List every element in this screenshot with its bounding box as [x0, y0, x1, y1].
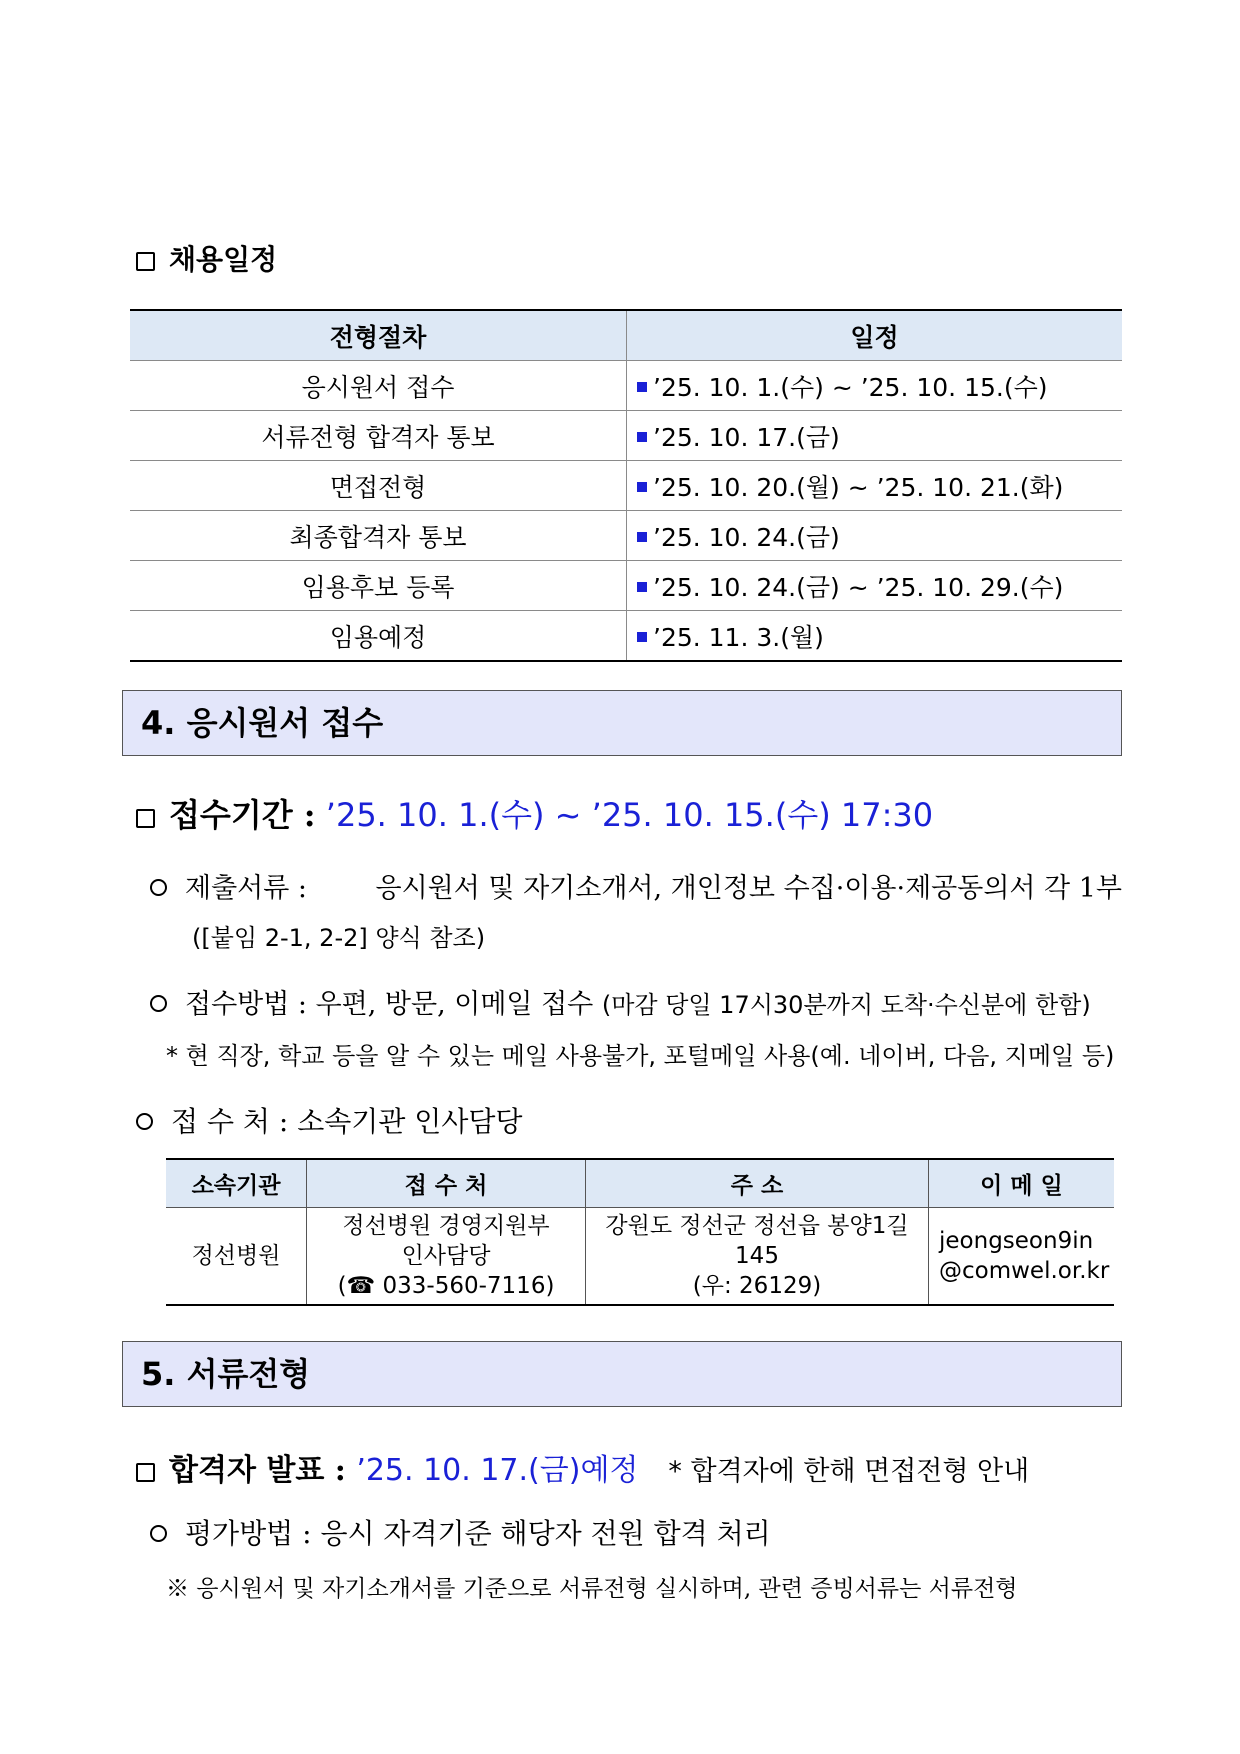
circle-bullet-icon	[150, 879, 167, 896]
square-bullet-icon	[637, 382, 647, 392]
section-5-title: 5. 서류전형	[122, 1341, 1122, 1407]
address-cell: 강원도 정선군 정선읍 봉양1길 145 (우: 26129)	[586, 1208, 929, 1306]
date-cell: ’25. 10. 20.(월) ~ ’25. 10. 21.(화)	[627, 461, 1123, 511]
square-bullet-icon	[637, 532, 647, 542]
checkbox-square-icon	[136, 809, 155, 828]
phone-icon: ☎	[346, 1273, 376, 1299]
step-cell: 면접전형	[130, 461, 627, 511]
column-header-date: 일정	[627, 310, 1123, 361]
screening-remark: ※ 응시원서 및 자기소개서를 기준으로 서류전형 실시하며, 관련 증빙서류는 서류전형	[166, 1576, 1018, 1602]
checkbox-square-icon	[136, 252, 155, 271]
submission-documents: 제출서류 : 응시원서 및 자기소개서, 개인정보 수집·이용·제공동의서 각 1부	[150, 866, 1122, 905]
table-row	[130, 561, 1122, 611]
step-cell: 최종합격자 통보	[130, 511, 627, 561]
square-bullet-icon	[637, 482, 647, 492]
email-cell: jeongseon9in @comwel.or.kr	[929, 1208, 1115, 1306]
office-cell: 정선병원 경영지원부 인사담당 (☎ 033-560-7116)	[307, 1208, 586, 1306]
table-header-row	[166, 1159, 1114, 1208]
email-note: * 현 직장, 학교 등을 알 수 있는 메일 사용불가, 포털메일 사용(예. 네이버, 다음, 지메일 등)	[166, 1042, 1115, 1070]
circle-bullet-icon	[150, 1525, 167, 1542]
section-4-title: 4. 응시원서 접수	[122, 690, 1122, 756]
circle-bullet-icon	[150, 995, 167, 1012]
date-cell: ’25. 10. 17.(금)	[627, 411, 1123, 461]
org-cell: 정선병원	[166, 1208, 307, 1306]
documents-reference: ([붙임 2-1, 2-2] 양식 참조)	[192, 924, 486, 952]
submission-method: 접수방법 : 우편, 방문, 이메일 접수 (마감 당일 17시30분까지 도착·수신분에 한함)	[150, 982, 1122, 1021]
announcement-date: ’25. 10. 17.(금)예정	[356, 1453, 639, 1488]
reception-place: 접 수 처 : 소속기관 인사담당	[136, 1100, 522, 1140]
square-bullet-icon	[637, 632, 647, 642]
application-period-value: ’25. 10. 1.(수) ~ ’25. 10. 15.(수) 17:30	[325, 796, 934, 834]
date-cell: ’25. 10. 24.(금)	[627, 511, 1123, 561]
table-row	[130, 461, 1122, 511]
square-bullet-icon	[637, 582, 647, 592]
step-cell: 임용후보 등록	[130, 561, 627, 611]
date-cell: ’25. 10. 24.(금) ~ ’25. 10. 29.(수)	[627, 561, 1123, 611]
table-row	[130, 411, 1122, 461]
date-cell: ’25. 11. 3.(월)	[627, 611, 1123, 662]
table-header-row	[130, 310, 1122, 361]
circle-bullet-icon	[136, 1113, 153, 1130]
schedule-heading: 채용일정	[136, 238, 277, 278]
application-period: 접수기간 : ’25. 10. 1.(수) ~ ’25. 10. 15.(수) 17:30	[136, 790, 933, 836]
result-announcement: 합격자 발표 : ’25. 10. 17.(금)예정 * 합격자에 한해 면접전형 안내	[136, 1445, 1029, 1489]
table-row	[130, 511, 1122, 561]
table-row	[130, 361, 1122, 411]
square-bullet-icon	[637, 432, 647, 442]
table-row	[166, 1208, 1114, 1306]
column-header-address: 주 소	[586, 1159, 929, 1208]
checkbox-square-icon	[136, 1463, 155, 1482]
reception-table	[166, 1158, 1114, 1306]
step-cell: 응시원서 접수	[130, 361, 627, 411]
evaluation-method: 평가방법 : 응시 자격기준 해당자 전원 합격 처리	[150, 1512, 771, 1552]
step-cell: 서류전형 합격자 통보	[130, 411, 627, 461]
table-row	[130, 611, 1122, 662]
column-header-office: 접 수 처	[307, 1159, 586, 1208]
step-cell: 임용예정	[130, 611, 627, 662]
column-header-email: 이 메 일	[929, 1159, 1115, 1208]
schedule-table	[130, 309, 1122, 662]
date-cell: ’25. 10. 1.(수) ~ ’25. 10. 15.(수)	[627, 361, 1123, 411]
column-header-org: 소속기관	[166, 1159, 307, 1208]
column-header-step: 전형절차	[130, 310, 627, 361]
